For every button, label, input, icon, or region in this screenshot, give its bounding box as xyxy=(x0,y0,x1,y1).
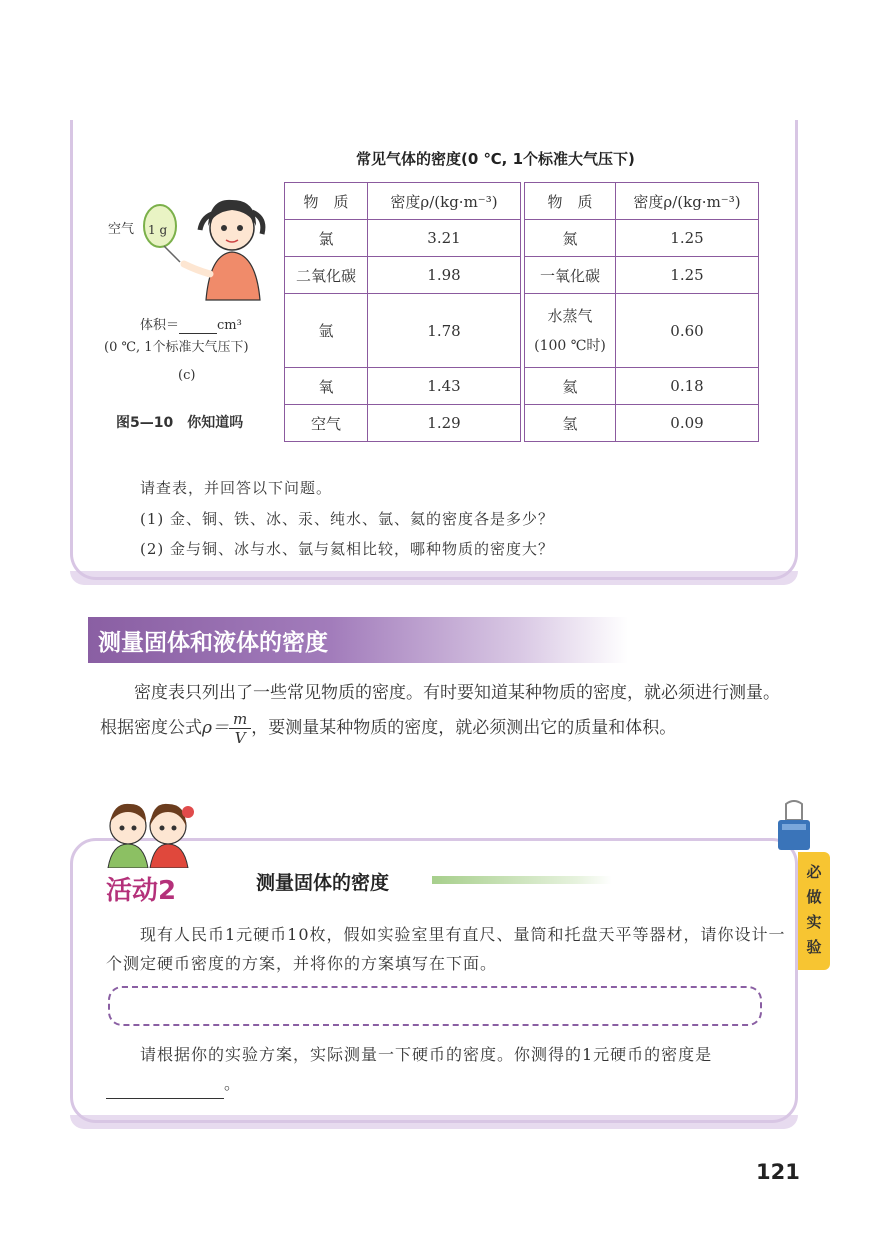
section-paragraph xyxy=(100,676,790,747)
table-row xyxy=(525,294,759,368)
header-density: 密度ρ/(kg·m⁻³) xyxy=(368,183,521,220)
table-title: 常见气体的密度(0 ℃, 1个标准大气压下) xyxy=(356,150,635,168)
substance-cell: 氩 xyxy=(285,294,368,368)
substance-name: 水蒸气 xyxy=(547,306,593,325)
table-row xyxy=(525,257,759,294)
table-row xyxy=(285,257,521,294)
table-row xyxy=(525,368,759,405)
gas-density-table-right xyxy=(524,182,759,442)
two-children-illustration xyxy=(100,798,196,868)
density-cell: 0.09 xyxy=(616,405,759,442)
formula-numerator: m xyxy=(229,710,251,729)
question-1: (1) 金、铜、铁、冰、汞、纯水、氩、氦的密度各是多少？ xyxy=(140,510,555,528)
activity-label: 活动2 xyxy=(106,876,177,906)
balloon-mass-label: 1 g xyxy=(148,223,168,237)
substance-cell: 氧 xyxy=(285,368,368,405)
activity-text-2 xyxy=(106,1040,786,1099)
volume-line xyxy=(140,314,242,334)
substance-cell: 氮 xyxy=(525,220,616,257)
header-substance: 物 质 xyxy=(525,183,616,220)
table-row xyxy=(285,405,521,442)
required-experiment-label: 必做实验 xyxy=(806,863,822,956)
para-part-a: 密度表只列出了一些常见物质的密度。有时要知道某种物质的密度，就必须进行测量。根据密度公式 xyxy=(100,683,780,738)
questions-intro: 请查表，并回答以下问题。 xyxy=(140,479,333,497)
figure-caption: 图5—10 你知道吗 xyxy=(116,415,244,431)
density-answer-blank[interactable] xyxy=(106,1069,224,1099)
density-cell: 1.29 xyxy=(368,405,521,442)
table-header-row xyxy=(525,183,759,220)
activity-title-bar xyxy=(432,876,612,884)
binder-clip-icon xyxy=(774,800,814,852)
para-part-b: ，要测量某种物质的密度，就必须测出它的质量和体积。 xyxy=(251,718,677,738)
substance-cell: 氢 xyxy=(525,405,616,442)
activity-title: 测量固体的密度 xyxy=(256,872,390,894)
figure-condition: (0 ℃, 1个标准大气压下) xyxy=(104,340,249,355)
table-row xyxy=(285,220,521,257)
density-cell: 1.25 xyxy=(616,257,759,294)
gas-density-table-left xyxy=(284,182,521,442)
balloon-air-label: 空气 xyxy=(108,222,135,237)
figure-sublabel: (c) xyxy=(178,368,196,383)
density-cell: 3.21 xyxy=(368,220,521,257)
density-cell: 1.78 xyxy=(368,294,521,368)
volume-unit: cm³ xyxy=(217,318,242,333)
table-row xyxy=(525,220,759,257)
formula-denominator: V xyxy=(234,729,246,747)
answer-box[interactable] xyxy=(108,986,762,1026)
activity-text-2-body: 请根据你的实验方案，实际测量一下硬币的密度。你测得的1元硬币的密度是 xyxy=(140,1045,713,1064)
table-row xyxy=(285,368,521,405)
table-row xyxy=(285,294,521,368)
density-cell: 1.98 xyxy=(368,257,521,294)
density-cell: 1.43 xyxy=(368,368,521,405)
formula-rho: ρ＝ xyxy=(202,718,229,738)
substance-cell xyxy=(525,294,616,368)
header-density: 密度ρ/(kg·m⁻³) xyxy=(616,183,759,220)
substance-note: (100 ℃时) xyxy=(534,337,606,354)
table-header-row xyxy=(285,183,521,220)
table-row xyxy=(525,405,759,442)
substance-cell: 二氧化碳 xyxy=(285,257,368,294)
density-cell: 1.25 xyxy=(616,220,759,257)
section-title: 测量固体和液体的密度 xyxy=(98,630,328,656)
density-formula-fraction xyxy=(229,710,251,747)
girl-balloon-illustration xyxy=(140,190,270,305)
volume-label: 体积＝ xyxy=(140,318,180,333)
substance-cell: 空气 xyxy=(285,405,368,442)
activity-text-2-end: 。 xyxy=(224,1074,242,1093)
substance-cell: 一氧化碳 xyxy=(525,257,616,294)
activity-text-1: 现有人民币1元硬币10枚，假如实验室里有直尺、量筒和托盘天平等器材，请你设计一个测定硬币密度的方案，并将你的方案填写在下面。 xyxy=(106,925,786,973)
density-cell: 0.60 xyxy=(616,294,759,368)
substance-cell: 氯 xyxy=(285,220,368,257)
header-substance: 物 质 xyxy=(285,183,368,220)
volume-blank xyxy=(179,318,217,334)
density-cell: 0.18 xyxy=(616,368,759,405)
substance-cell: 氦 xyxy=(525,368,616,405)
question-2: (2) 金与铜、冰与水、氩与氦相比较，哪种物质的密度大？ xyxy=(140,540,555,558)
page-number: 121 xyxy=(756,1160,800,1184)
